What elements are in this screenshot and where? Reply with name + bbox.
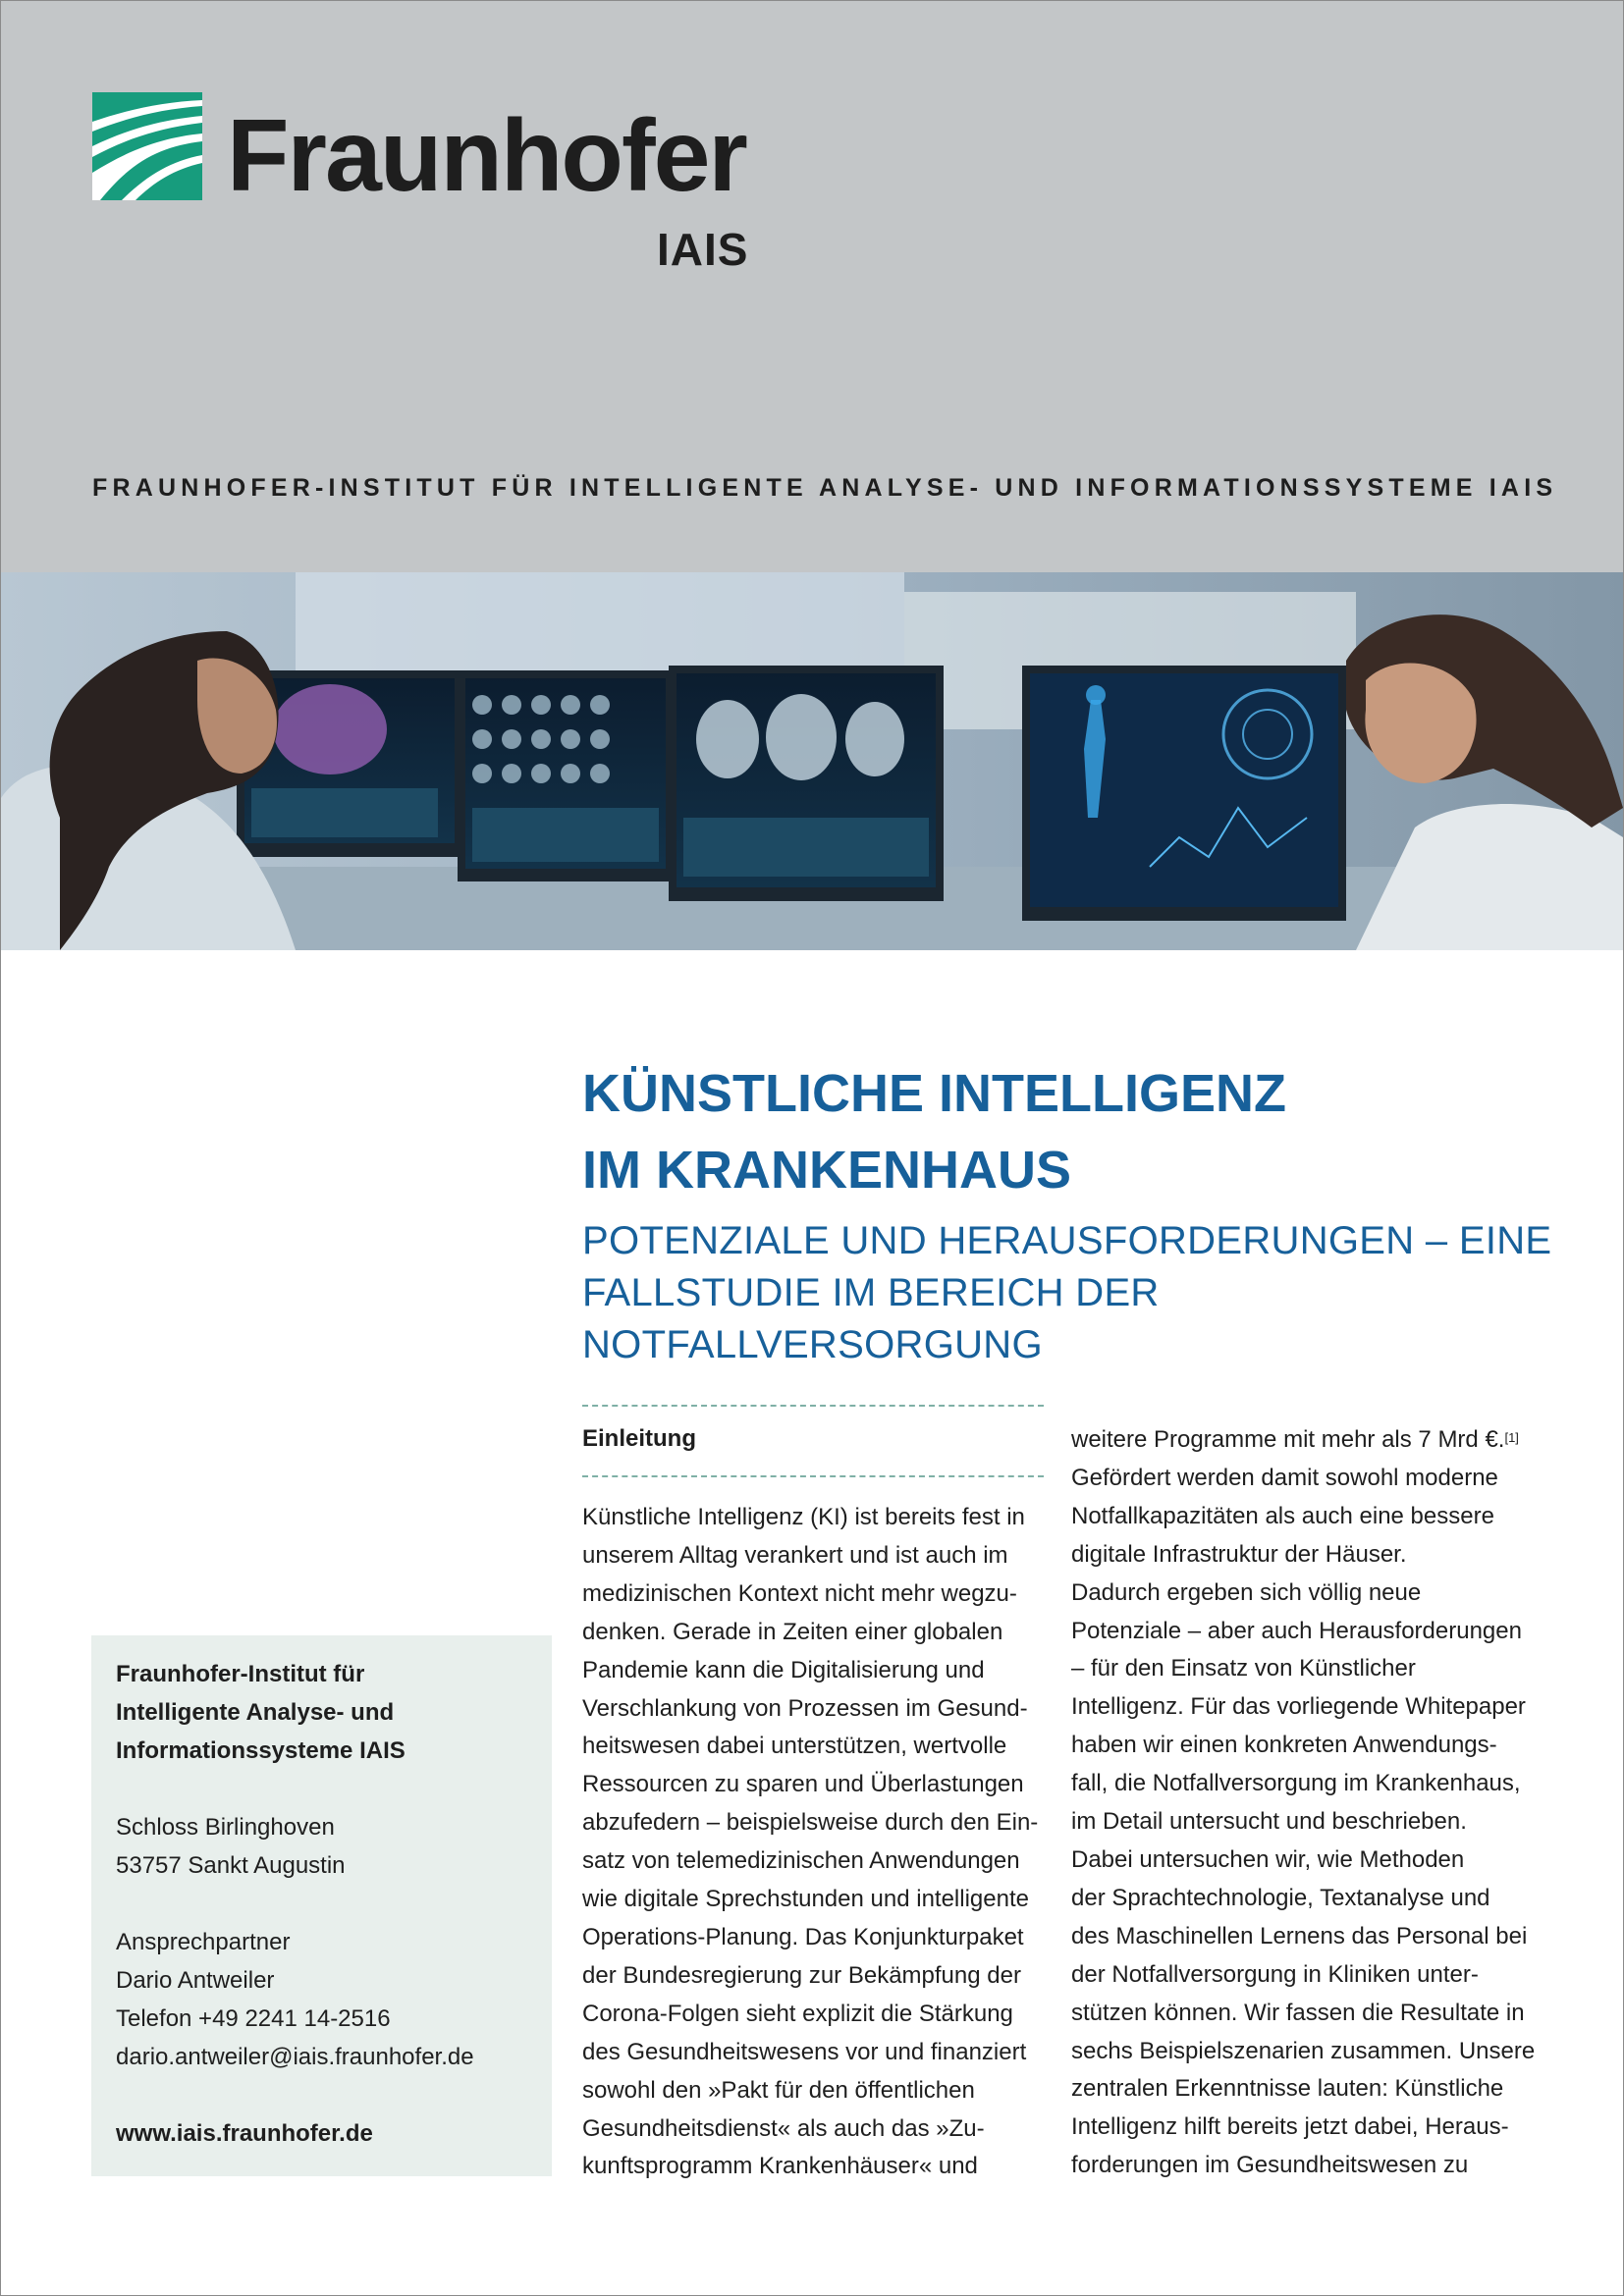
text-line: Notfallkapazitäten als auch eine bessere	[1071, 1502, 1494, 1529]
text-line: des Gesundheitswesens vor und finanziert	[582, 2038, 1027, 2065]
fraunhofer-logo-icon	[92, 92, 202, 200]
text-line: wie digitale Sprechstunden und intelligente	[582, 1886, 1029, 1913]
text-line: Dadurch ergeben sich völlig neue	[1071, 1578, 1422, 1606]
subtitle-line-1: POTENZIALE UND HERAUSFORDERUNGEN – EINE	[582, 1219, 1552, 1262]
text-line: Intelligenz. Für das vorliegende Whitepaper	[1071, 1693, 1526, 1721]
contact-org-line-1: Fraunhofer-Institut für	[116, 1661, 365, 1687]
section-rule-bottom	[582, 1475, 1044, 1477]
text-line: abzufedern – beispielsweise durch den Ein-	[582, 1809, 1039, 1837]
text-line: kunftsprogramm Krankenhäuser« und	[582, 2153, 978, 2180]
text-line: denken. Gerade in Zeiten einer globalen	[582, 1618, 1003, 1645]
contact-name: Dario Antweiler	[116, 1967, 275, 1994]
institute-name: FRAUNHOFER-INSTITUT FÜR INTELLIGENTE ANALYSE- UND INFORMATIONSSYSTEME IAIS	[92, 474, 1558, 502]
contact-label: Ansprechpartner	[116, 1929, 291, 1955]
contact-address-line-1: Schloss Birlinghoven	[116, 1814, 335, 1841]
text-line: forderungen im Gesundheitswesen zu	[1071, 2152, 1469, 2179]
text-line: haben wir einen konkreten Anwendungs-	[1071, 1732, 1497, 1759]
text-line: im Detail untersucht und beschrieben.	[1071, 1808, 1467, 1836]
header-band	[1, 1, 1623, 572]
section-heading: Einleitung	[582, 1425, 696, 1452]
contact-org-line-2: Intelligente Analyse- und	[116, 1699, 395, 1726]
text-line: sechs Beispielszenarien zusammen. Unsere	[1071, 2037, 1536, 2064]
contact-phone: Telefon +49 2241 14-2516	[116, 2005, 391, 2032]
text-line: Ressourcen zu sparen und Überlastungen	[582, 1771, 1024, 1798]
text-line: – für den Einsatz von Künstlicher	[1071, 1655, 1416, 1682]
text-line: der Notfallversorgung in Kliniken unter-	[1071, 1960, 1479, 1988]
text-line: Gesundheitsdienst« als auch das »Zu-	[582, 2114, 985, 2142]
text-line: Operations-Planung. Das Konjunkturpaket	[582, 1923, 1024, 1950]
text-line: Corona-Folgen sieht explizit die Stärkung	[582, 2000, 1013, 2027]
text-line: Gefördert werden damit sowohl moderne	[1071, 1464, 1498, 1491]
document-title	[582, 1055, 1286, 1208]
text-line: heitswesen dabei unterstützen, wertvolle	[582, 1733, 1007, 1760]
title-line-1: KÜNSTLICHE INTELLIGENZ	[582, 1064, 1286, 1123]
text-line: der Sprachtechnologie, Textanalyse und	[1071, 1884, 1490, 1911]
footnote-reference: [1]	[1504, 1430, 1519, 1445]
text-line: Intelligenz hilft bereits jetzt dabei, Heraus-	[1071, 2113, 1509, 2141]
text-line: stützen können. Wir fassen die Resultate in	[1071, 1999, 1525, 2026]
title-line-2: IM KRANKENHAUS	[582, 1141, 1071, 1200]
text-line	[1071, 1421, 1535, 1460]
text-line: medizinischen Kontext nicht mehr wegzu-	[582, 1579, 1017, 1607]
text-line: digitale Infrastruktur der Häuser.	[1071, 1540, 1407, 1568]
text-line: Verschlankung von Prozessen im Gesund-	[582, 1694, 1028, 1722]
text-line: des Maschinellen Lernens das Personal bei	[1071, 1922, 1528, 1949]
text-line: Künstliche Intelligenz (KI) ist bereits fest in	[582, 1504, 1025, 1530]
text-line: satz von telemedizinischen Anwendungen	[582, 1847, 1020, 1875]
text-line: sowohl den »Pakt für den öffentlichen	[582, 2076, 975, 2104]
logo-subtitle: IAIS	[657, 224, 749, 275]
body-column-2	[1071, 1421, 1535, 2185]
text-line: Pandemie kann die Digitalisierung und	[582, 1656, 985, 1683]
contact-org-line-3: Informationssysteme IAIS	[116, 1737, 406, 1764]
contact-email-link[interactable]: dario.antweiler@iais.fraunhofer.de	[116, 2044, 474, 2070]
body-column-1	[582, 1499, 1038, 2186]
website-link[interactable]: www.iais.fraunhofer.de	[116, 2120, 373, 2147]
text-line: Dabei untersuchen wir, wie Methoden	[1071, 1845, 1465, 1873]
subtitle-line-2: FALLSTUDIE IM BEREICH DER NOTFALLVERSORGUNG	[582, 1271, 1160, 1366]
text-line: Potenziale – aber auch Herausforderungen	[1071, 1617, 1522, 1644]
text-line: fall, die Notfallversorgung im Krankenhaus,	[1071, 1770, 1521, 1797]
text-line: unserem Alltag verankert und ist auch im	[582, 1541, 1008, 1569]
text-line: zentralen Erkenntnisse lauten: Künstliche	[1071, 2075, 1504, 2103]
section-rule-top	[582, 1405, 1044, 1407]
logo-wordmark: Fraunhofer	[227, 99, 746, 213]
contact-box	[91, 1635, 552, 2176]
contact-address-line-2: 53757 Sankt Augustin	[116, 1852, 346, 1879]
text-fragment: weitere Programme mit mehr als 7 Mrd €.	[1071, 1426, 1505, 1453]
text-line: der Bundesregierung zur Bekämpfung der	[582, 1961, 1021, 1989]
document-subtitle	[582, 1215, 1624, 1371]
hero-photo	[1, 572, 1623, 950]
